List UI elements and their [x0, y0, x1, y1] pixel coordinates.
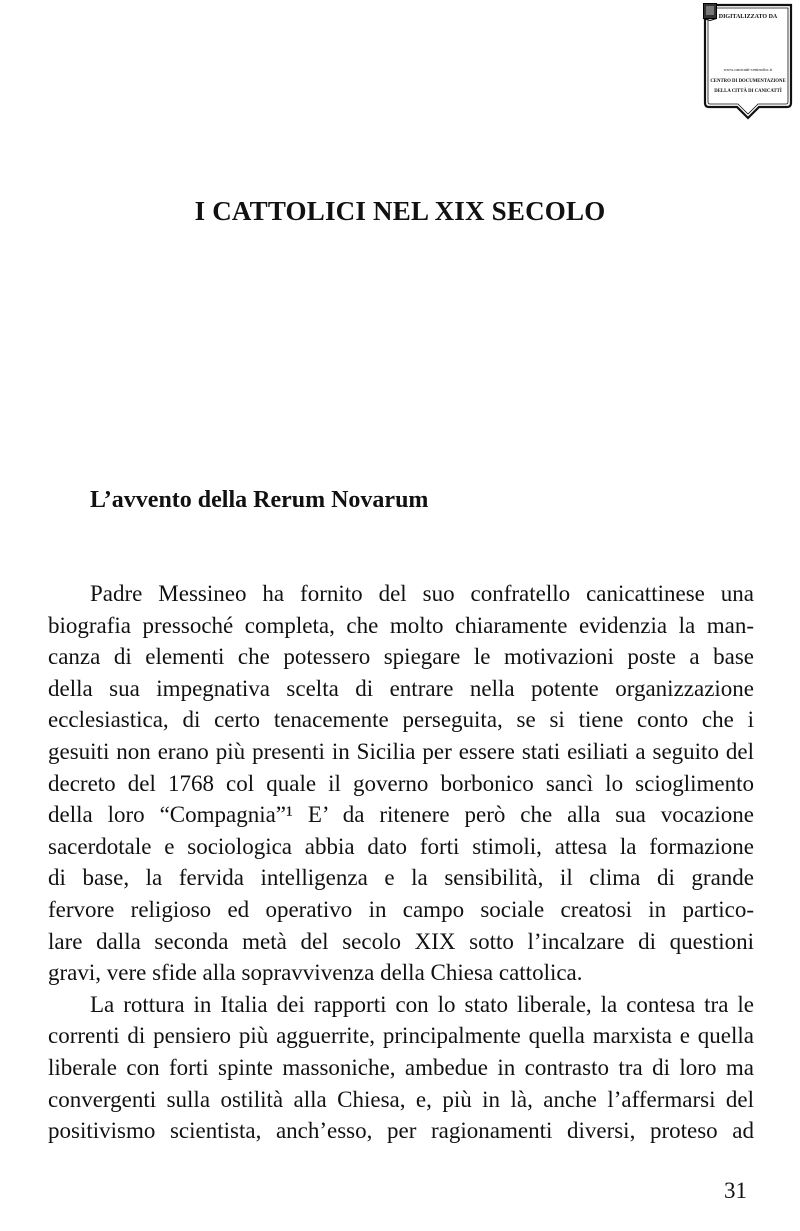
text-line: correnti di pensiero più agguerrite, principalmente quella marxista e quella	[48, 1023, 754, 1049]
text-line: della loro “Compagnia”¹ E’ da ritenere però che alla sua vocazione	[48, 802, 754, 828]
text-line: biografia pressoché completa, che molto chiaramente evidenzia la man-	[48, 612, 754, 638]
text-line: della sua impegnativa scelta di entrare nella potente organizzazione	[48, 675, 754, 701]
text-line: convergenti sulla ostilità alla Chiesa, e, più in là, anche l’affermarsi del	[48, 1086, 754, 1112]
text-line: fervore religioso ed operativo in campo sociale creatosi in partico-	[48, 896, 754, 922]
text-line: ecclesiastica, di certo tenacemente perseguita, se si tiene conto che i	[48, 707, 754, 733]
stamp-line-1: CENTRO DI DOCUMENTAZIONE	[710, 79, 786, 84]
stamp-line-2: DELLA CITTÀ DI CANICATTÌ	[714, 89, 782, 94]
text-line: Padre Messineo ha fornito del suo confratello canicattinese una	[90, 581, 754, 606]
chapter-title: I CATTOLICI NEL XIX SECOLO	[194, 196, 606, 226]
text-line: positivismo scientista, anch’esso, per ragionamenti diversi, proteso ad	[48, 1118, 754, 1144]
stamp-header: DIGITALIZZATO DA	[718, 14, 778, 20]
city-crest-icon	[703, 3, 717, 21]
text-line: liberale con forti spinte massoniche, ambedue in contrasto tra di loro ma	[48, 1054, 754, 1080]
stamp-url: www.canicatti-centrodoc.it	[723, 67, 773, 72]
page-number: 31	[724, 1178, 747, 1203]
text-line: La rottura in Italia dei rapporti con lo stato liberale, la contesa tra le	[90, 991, 754, 1017]
text-line: di base, la fervida intelligenza e la sensibilità, il clima di grande	[48, 865, 754, 891]
text-line: lare dalla seconda metà del secolo XIX sotto l’incalzare di questioni	[48, 928, 754, 954]
text-line: decreto del 1768 col quale il governo borbonico sancì lo scioglimento	[48, 770, 754, 796]
body-text	[48, 578, 754, 1147]
text-line: gesuiti non erano più presenti in Sicilia per essere stati esiliati a seguito del	[48, 738, 754, 764]
section-title: L’avvento della Rerum Novarum	[90, 487, 429, 513]
digitization-stamp	[703, 3, 793, 120]
text-line: sacerdotale e sociologica abbia dato forti stimoli, attesa la formazione	[48, 833, 754, 859]
text-line: gravi, vere sfide alla sopravvivenza della Chiesa cattolica.	[48, 960, 583, 986]
text-line: canza di elementi che potessero spiegare le motivazioni poste a base	[48, 644, 754, 670]
